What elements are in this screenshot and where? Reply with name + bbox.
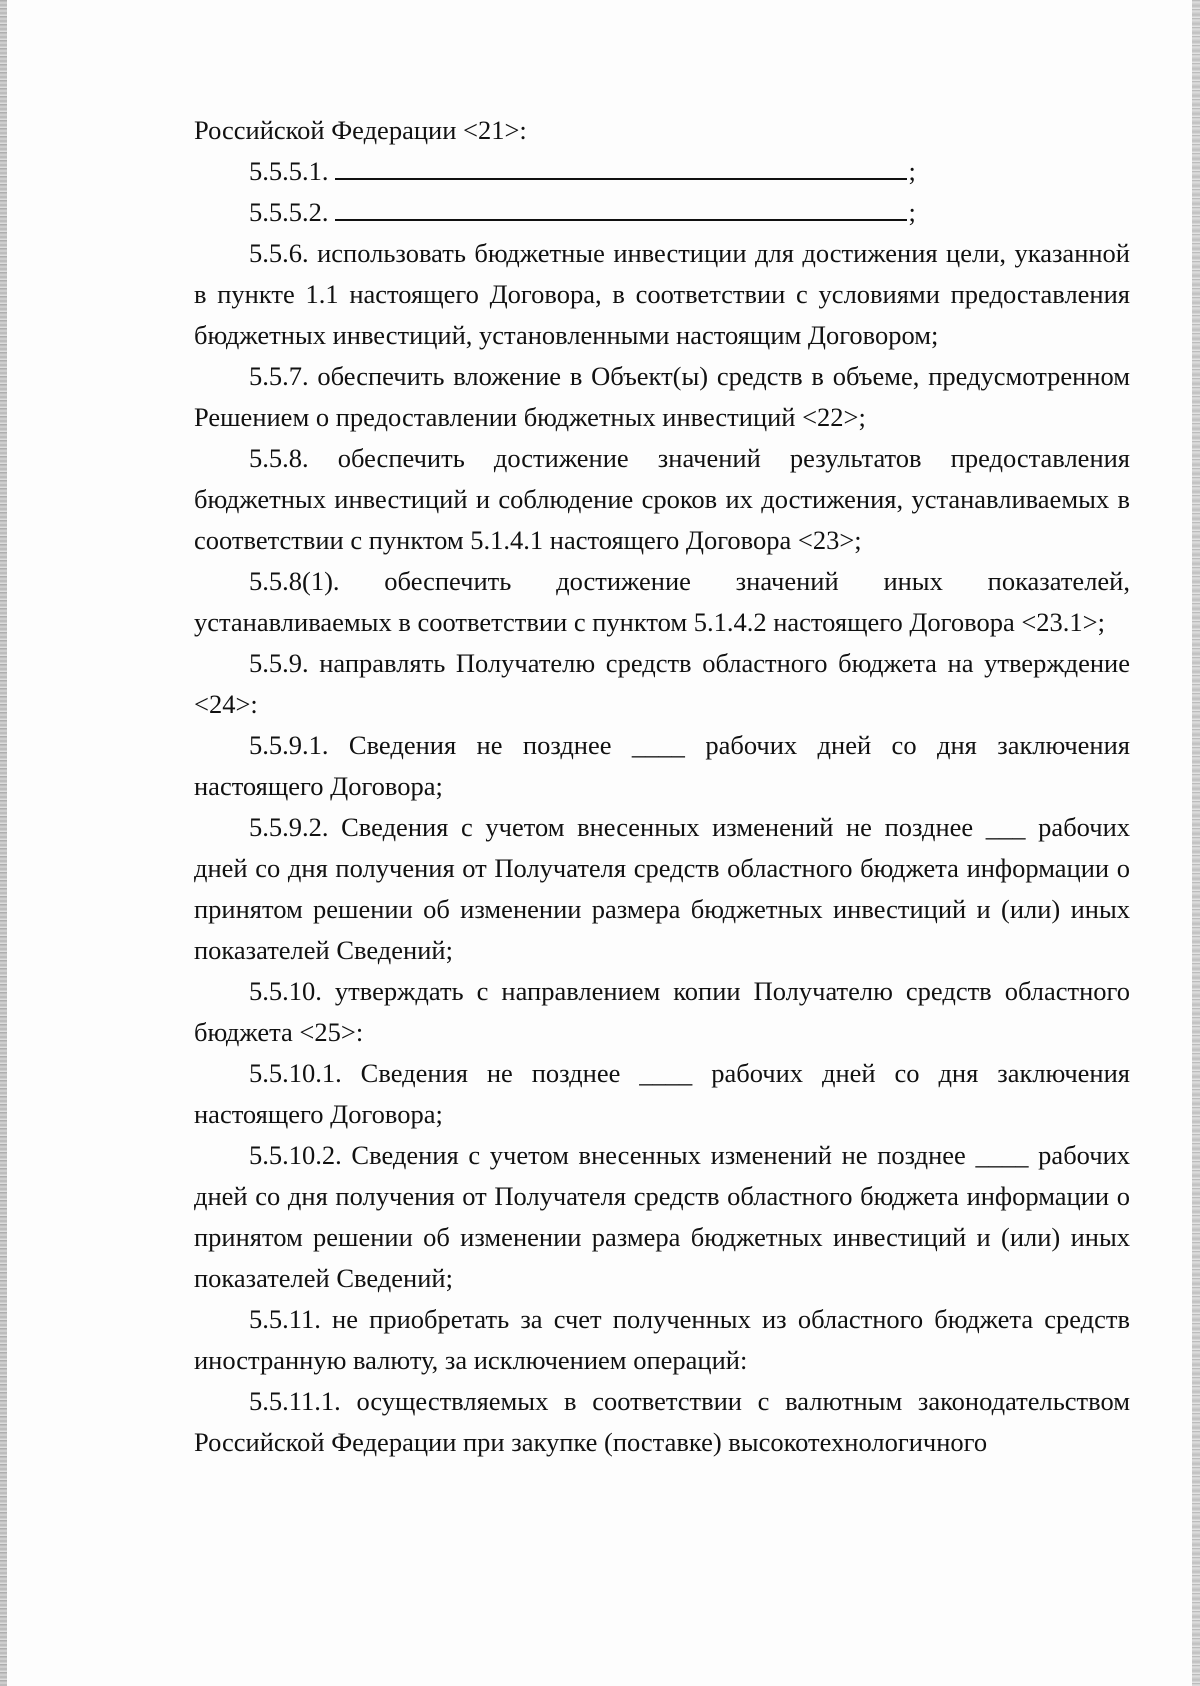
paragraph-5-5-8: 5.5.8. обеспечить достижение значений результатов предоставления бюджетных инвестиций и соблюдение сроков их достижения, устанавливаемых в соответствии с пунктом 5.1.4.1 настоящего Договора <23>;	[194, 443, 1130, 555]
blank-line-5-5-5-1	[194, 151, 1130, 192]
blank-line-label: 5.5.5.1.	[249, 156, 329, 186]
document-body	[194, 110, 1130, 1463]
paragraph-5-5-10: 5.5.10. утверждать с направлением копии Получателю средств областного бюджета <25>:	[194, 976, 1130, 1047]
blank-line-5-5-5-2	[194, 192, 1130, 233]
paragraph-5-5-7: 5.5.7. обеспечить вложение в Объект(ы) средств в объеме, предусмотренном Решением о предоставлении бюджетных инвестиций <22>;	[194, 361, 1130, 432]
blank-line-end: ;	[908, 156, 916, 186]
scan-edge-left	[0, 0, 7, 1686]
paragraph-5-5-10-1: 5.5.10.1. Сведения не позднее ____ рабочих дней со дня заключения настоящего Договора;	[194, 1058, 1130, 1129]
blank-line-end: ;	[908, 197, 916, 227]
fill-in-rule	[335, 193, 907, 221]
paragraph-5-5-9-2: 5.5.9.2. Сведения с учетом внесенных изменений не позднее ___ рабочих дней со дня получения от Получателя средств областного бюджета информации о принятом решении об изменении размера бюджетных инвестиций и (или) иных показателей Сведений;	[194, 812, 1130, 965]
blank-line-label: 5.5.5.2.	[249, 197, 329, 227]
scan-edge-right	[1192, 0, 1200, 1686]
paragraph-5-5-9: 5.5.9. направлять Получателю средств областного бюджета на утверждение <24>:	[194, 648, 1130, 719]
paragraph-5-5-11-1: 5.5.11.1. осуществляемых в соответствии с валютным законодательством Российской Федерации при закупке (поставке) высокотехнологичного	[194, 1386, 1130, 1457]
fill-in-rule	[335, 152, 907, 180]
intro-line: Российской Федерации <21>:	[194, 115, 527, 145]
paragraph-5-5-11: 5.5.11. не приобретать за счет полученных из областного бюджета средств иностранную валюту, за исключением операций:	[194, 1304, 1130, 1375]
paragraph-5-5-9-1: 5.5.9.1. Сведения не позднее ____ рабочих дней со дня заключения настоящего Договора;	[194, 730, 1130, 801]
paragraph-5-5-8-1: 5.5.8(1). обеспечить достижение значений иных показателей, устанавливаемых в соответствии с пунктом 5.1.4.2 настоящего Договора <23.1>;	[194, 566, 1130, 637]
paragraph-5-5-10-2: 5.5.10.2. Сведения с учетом внесенных изменений не позднее ____ рабочих дней со дня получения от Получателя средств областного бюджета информации о принятом решении об изменении размера бюджетных инвестиций и (или) иных показателей Сведений;	[194, 1140, 1130, 1293]
paragraph-5-5-6: 5.5.6. использовать бюджетные инвестиции для достижения цели, указанной в пункте 1.1 настоящего Договора, в соответствии с условиями предоставления бюджетных инвестиций, установленными настоящим Договором;	[194, 238, 1130, 350]
